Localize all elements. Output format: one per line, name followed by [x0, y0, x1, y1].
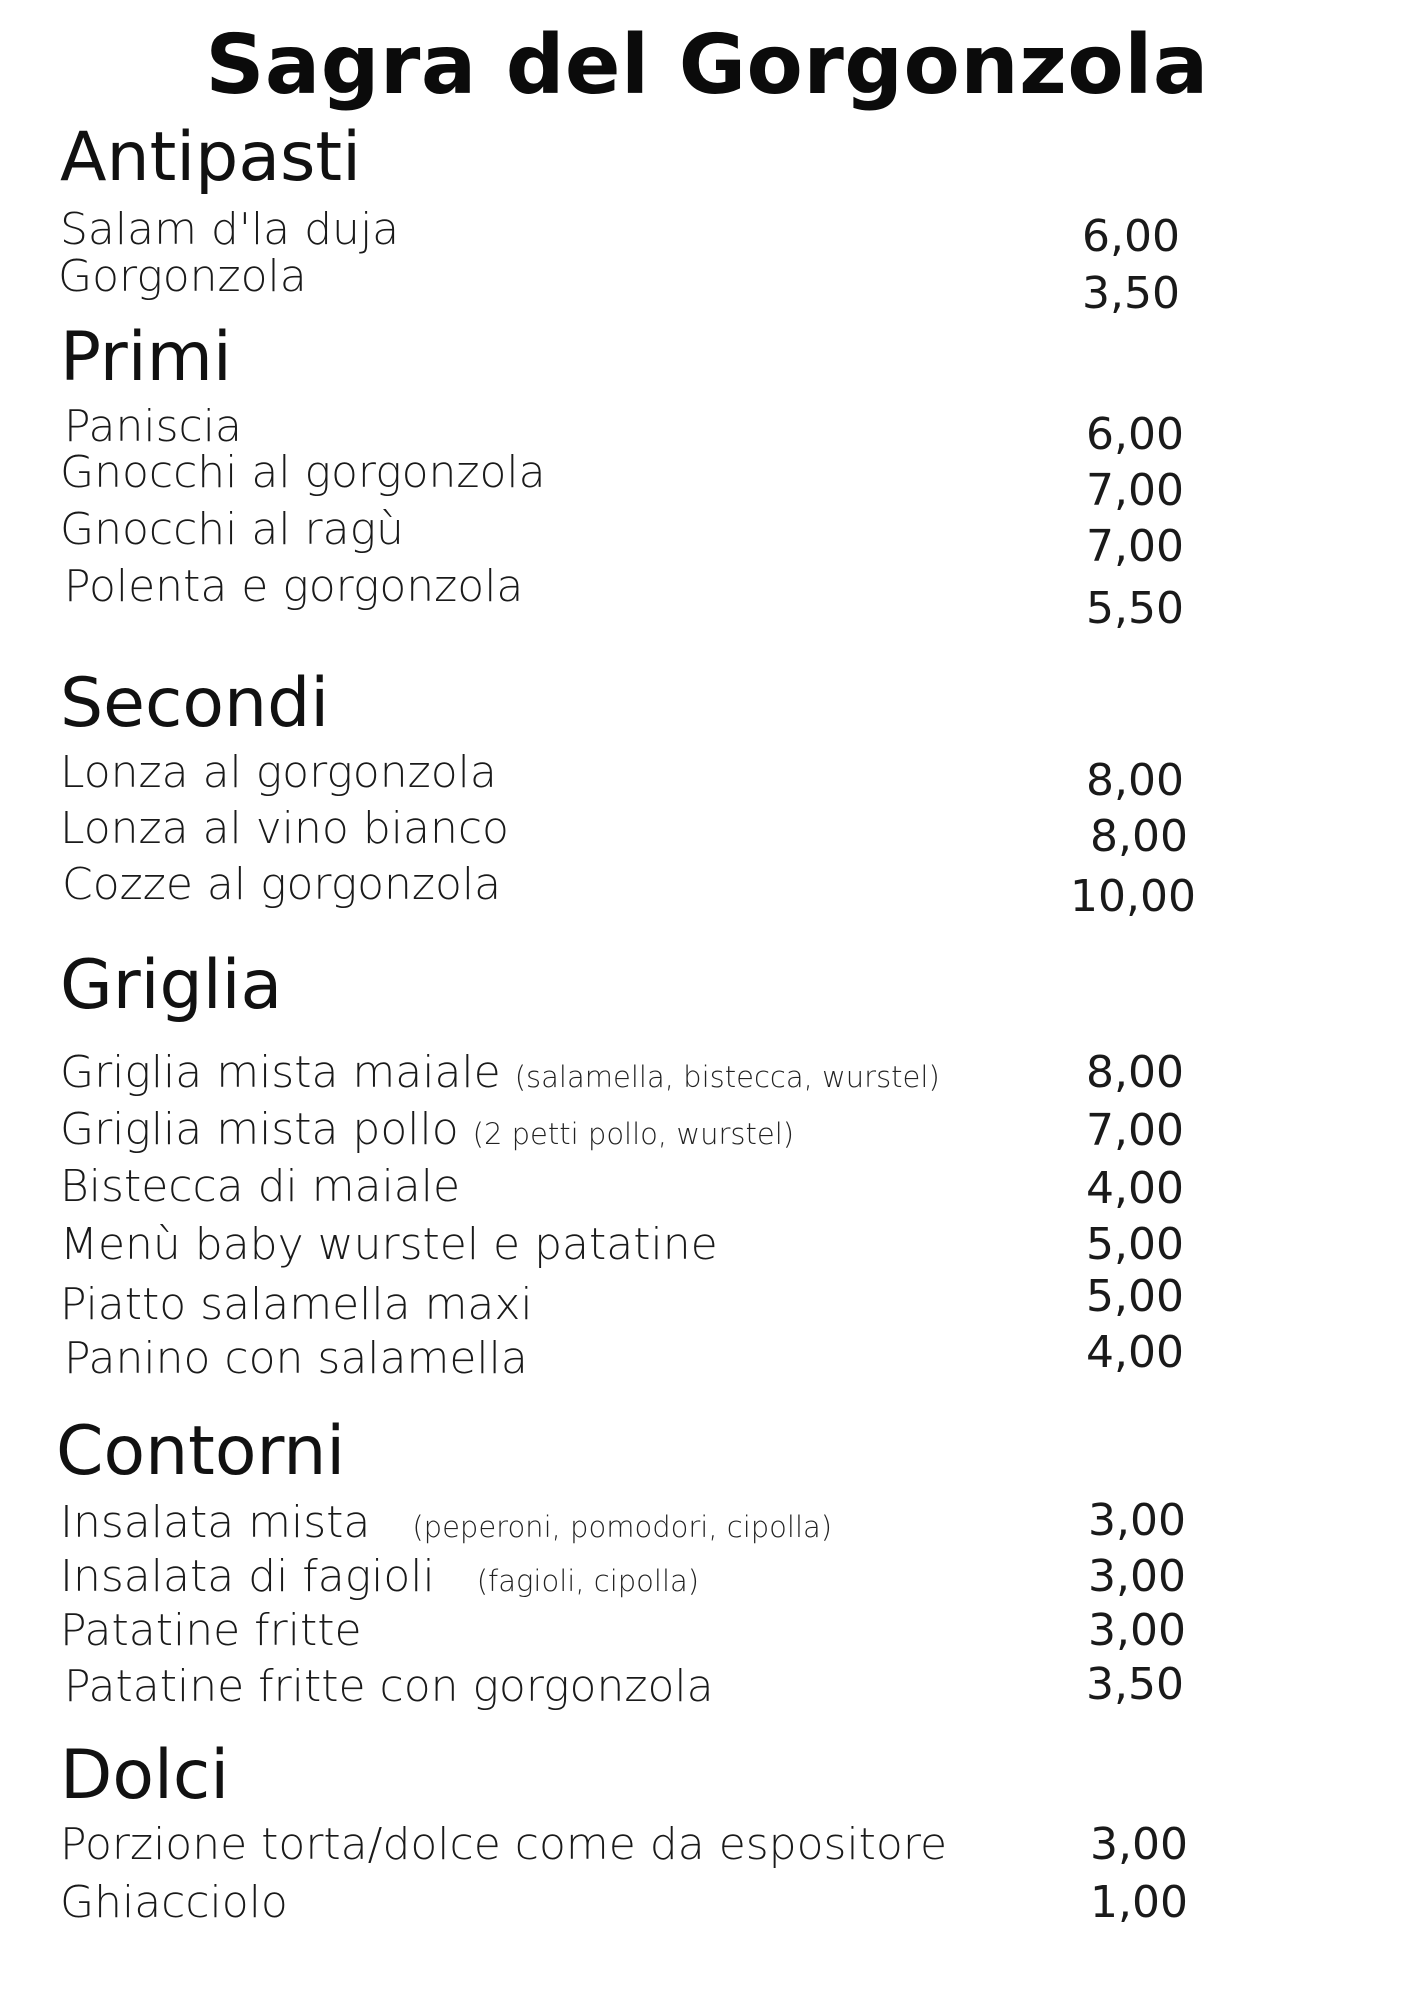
section-heading-dolci: Dolci	[60, 1736, 230, 1815]
item-price: 4,00	[1086, 1327, 1184, 1378]
item-name: Panino con salamella	[64, 1333, 528, 1384]
item-price: 7,00	[1086, 1105, 1184, 1156]
item-price: 8,00	[1086, 755, 1184, 806]
item-price: 3,00	[1088, 1495, 1186, 1546]
menu-item	[60, 802, 509, 856]
item-name: Gnocchi al gorgonzola	[60, 447, 546, 498]
item-price: 8,00	[1086, 1047, 1184, 1098]
section-heading-antipasti: Antipasti	[60, 118, 361, 197]
menu-item	[64, 1660, 714, 1714]
item-price: 8,00	[1090, 811, 1188, 862]
item-price: 3,00	[1090, 1819, 1188, 1870]
item-name: Polenta e gorgonzola	[64, 561, 524, 612]
item-name: Paniscia	[64, 401, 242, 452]
menu-title: Sagra del Gorgonzola	[205, 18, 1209, 113]
menu-item	[60, 1278, 533, 1332]
menu-item	[60, 1604, 362, 1658]
item-name: Gorgonzola	[58, 251, 307, 302]
item-price: 6,00	[1082, 211, 1180, 262]
item-name: Patatine fritte	[60, 1605, 362, 1656]
item-price: 3,00	[1088, 1551, 1186, 1602]
item-name: Gnocchi al ragù	[60, 504, 404, 555]
menu-item	[60, 1046, 940, 1104]
menu-item	[64, 1332, 528, 1386]
item-name: Porzione torta/dolce come da espositore	[60, 1819, 948, 1870]
item-name: Griglia mista maiale	[60, 1047, 501, 1098]
section-heading-griglia: Griglia	[60, 946, 283, 1025]
item-price: 5,00	[1086, 1271, 1184, 1322]
menu-item	[60, 746, 497, 800]
item-name: Menù baby wurstel e patatine	[60, 1219, 718, 1270]
menu-item	[60, 203, 399, 257]
item-price: 10,00	[1070, 871, 1196, 922]
menu-item	[60, 1160, 460, 1214]
menu-item	[60, 1496, 832, 1554]
menu-item	[60, 1876, 288, 1930]
item-price: 7,00	[1086, 521, 1184, 572]
item-price: 4,00	[1086, 1163, 1184, 1214]
item-note: (2 petti pollo, wurstel)	[472, 1117, 795, 1151]
item-price: 5,50	[1086, 583, 1184, 634]
item-name: Insalata di fagioli	[60, 1551, 435, 1602]
item-note: (fagioli, cipolla)	[476, 1564, 700, 1598]
menu-item	[64, 560, 523, 614]
menu-item	[60, 1103, 794, 1161]
item-price: 3,50	[1086, 1659, 1184, 1710]
item-name: Cozze al gorgonzola	[62, 859, 502, 910]
menu-item	[62, 858, 501, 912]
menu-item	[60, 503, 404, 557]
section-heading-contorni: Contorni	[56, 1412, 346, 1491]
item-price: 3,50	[1082, 268, 1180, 319]
item-name: Insalata mista	[60, 1497, 371, 1548]
item-price: 7,00	[1086, 465, 1184, 516]
item-price: 6,00	[1086, 409, 1184, 460]
section-heading-primi: Primi	[60, 318, 232, 397]
item-name: Patatine fritte con gorgonzola	[64, 1661, 714, 1712]
menu-item	[60, 446, 546, 500]
menu-item	[60, 1550, 699, 1608]
menu-item	[60, 1218, 718, 1272]
item-name: Ghiacciolo	[60, 1877, 288, 1928]
menu-item	[58, 250, 307, 304]
item-name: Bistecca di maiale	[60, 1161, 461, 1212]
item-name: Salam d'la duja	[60, 204, 400, 255]
item-note: (salamella, bistecca, wurstel)	[514, 1060, 940, 1094]
item-name: Lonza al vino bianco	[60, 803, 509, 854]
item-price: 3,00	[1088, 1605, 1186, 1656]
item-note: (peperoni, pomodori, cipolla)	[412, 1510, 833, 1544]
item-name: Lonza al gorgonzola	[60, 747, 497, 798]
section-heading-secondi: Secondi	[60, 664, 330, 743]
item-name: Piatto salamella maxi	[60, 1279, 533, 1330]
item-price: 5,00	[1086, 1219, 1184, 1270]
menu-item	[60, 1818, 947, 1872]
item-price: 1,00	[1090, 1877, 1188, 1928]
item-name: Griglia mista pollo	[60, 1104, 459, 1155]
